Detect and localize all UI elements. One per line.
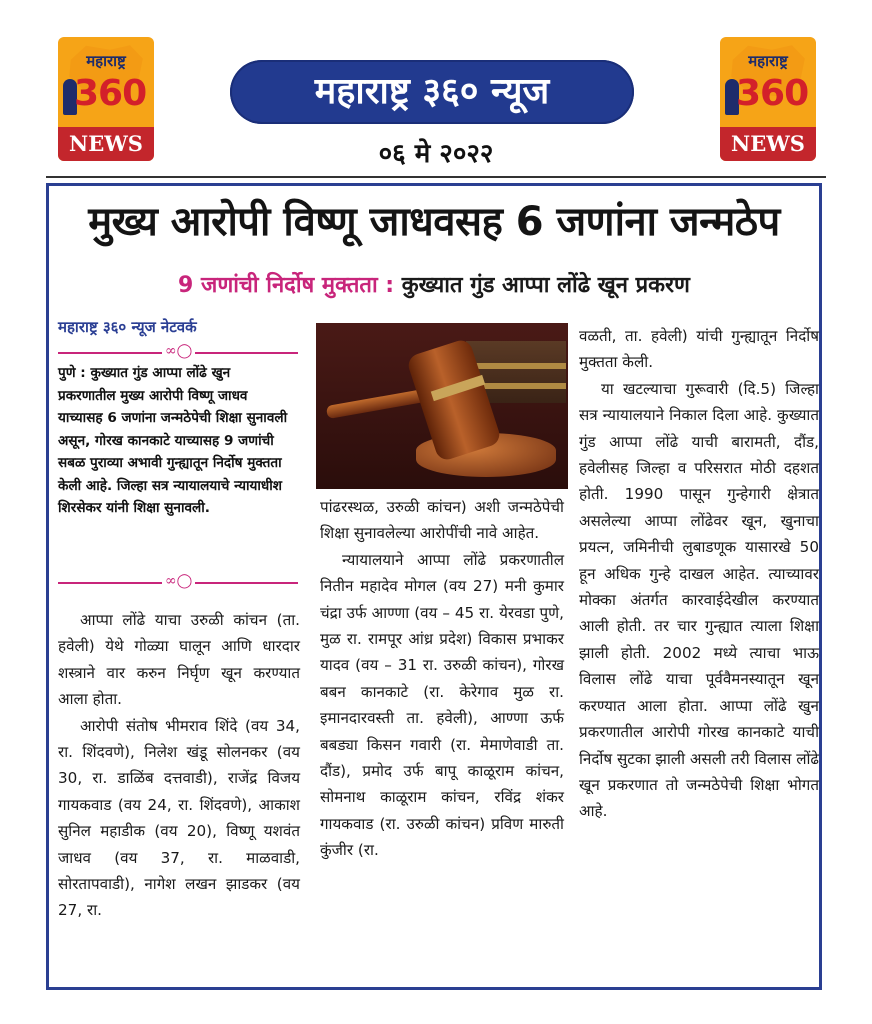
ornament-divider: ∞◯ (58, 346, 298, 360)
logo-number: 360 (74, 73, 147, 114)
article-subhead (49, 269, 819, 299)
logo-number: 360 (736, 73, 809, 114)
article-byline: महाराष्ट्र ३६० न्यूज नेटवर्क (58, 318, 197, 336)
article-headline: मुख्य आरोपी विष्णू जाधवसह 6 जणांना जन्मठेप (88, 199, 780, 245)
logo-news-label: NEWS (720, 127, 816, 161)
publication-date: ०६ मे २०२२ (378, 139, 494, 169)
gavel-photo (316, 323, 568, 489)
masthead-title: महाराष्ट्र ३६० न्यूज (230, 60, 634, 124)
article-column-1 (58, 607, 300, 924)
article-summary: पुणे : कुख्यात गुंड आप्पा लोंढे खुन प्रकरणातील मुख्य आरोपी विष्णू जाधव याच्यासह 6 जणांना जन्मठेपेची शिक्षा सुनावली असून, गोरख कानकाटे याच्यासह 9 जणांची सबळ पुराव्या अभावी गुन्ह्यातून निर्दोष मुक्तता केली आहे. जिल्हा सत्र न्यायालयाचे न्यायाधीश शिरसेकर यांनी शिक्षा सुनावली. (58, 365, 288, 516)
article-column-2 (320, 494, 564, 864)
subhead-highlight: 9 जणांची निर्दोष मुक्तता : (178, 273, 395, 298)
masthead-divider (46, 176, 826, 178)
subhead-rest: कुख्यात गुंड आप्पा लोंढे खून प्रकरण (394, 273, 690, 298)
paragraph: न्यायालयाने आप्पा लोंढे प्रकरणातील नितीन महादेव मोगल (वय 27) मनी कुमार चंद्रा उर्फ आण्णा (वय – 45 रा. येरवडा पुणे, मुळ रा. रामपूर आंध्र प्रदेश) विकास प्रभाकर यादव (वय – 31 रा. उरुळी कांचन), गोरख बबन कानकाटे (रा. केरेगाव मुळ रा. इमानदारवस्ती ता. हवेली), आण्णा ऊर्फ बबड्या किसन गवारी (रा. मेमाणेवाडी ता. दौंड), प्रमोद उर्फ बापू काळूराम कांचन, सोमनाथ काळूराम कांचन, रविंद्र शंकर गायकवाड (रा. उरुळी कांचन) प्रविण मारुती कुंजीर (रा. (320, 550, 564, 860)
paragraph: पांढरस्थळ, उरुळी कांचन) अशी जन्मठेपेची शिक्षा सुनावलेल्या आरोपींची नावे आहेत. (320, 498, 564, 543)
paragraph: या खटल्याचा गुरूवारी (दि.5) जिल्हा सत्र न्यायालयाने निकाल दिला आहे. कुख्यात गुंड आप्पा लोंढे याची बारामती, दौंड, हवेलीसह जिल्हा व परिसरात मोठी दहशत होती. 1990 पासून गुन्हेगारी क्षेत्रात असलेल्या आप्पा लोंढेवर खून, खुनाचा प्रयत्न, जमिनीची लुबाडणूक यासारखे 50 हून अधिक गुन्हे दाखल आहेत. त्याच्यावर मोक्का अंतर्गत कारवाईदेखील करण्यात आली होती. तर चार गुन्ह्यात त्याला शिक्षा झाली होती. 2002 मध्ये त्याचा भाऊ विलास लोंढे याचा पूर्ववैमनस्यातून खून करण्यात आला होता. आप्पा लोंढे खुन प्रकरणातील आरोपी गोरख कानकाटे याची निर्दोष सुटका झाली असली तरी विलास लोंढे खून प्रकरणात तो जन्मठेपेची शिक्षा भोगत आहे. (579, 379, 819, 821)
ornament-divider: ∞◯ (58, 576, 298, 590)
article-column-3 (579, 323, 819, 825)
paragraph: आप्पा लोंढे याचा उरुळी कांचन (ता. हवेली) येथे गोळ्या घालून आणि धारदार शस्त्राने वार करुन निर्घृण खून करण्यात आला होता. (58, 611, 300, 709)
paragraph: आरोपी संतोष भीमराव शिंदे (वय 34, रा. शिंदवणे), निलेश खंडू सोलनकर (वय 30, रा. डाळिंब दत्तवाडी), राजेंद्र विजय गायकवाड (वय 24, रा. शिंदवणे), आकाश सुनिल महाडीक (वय 20), विष्णू यशवंत जाधव (वय 37, रा. माळवाडी, सोरतापवाडी), नागेश लखन झाडकर (वय 27, रा. (58, 716, 300, 920)
article-frame (46, 183, 822, 990)
logo-news-label: NEWS (58, 127, 154, 161)
paragraph: वळती, ता. हवेली) यांची गुन्ह्यातून निर्दोष मुक्तता केली. (579, 327, 819, 372)
logo-top-text: महाराष्ट्र (86, 52, 126, 70)
logo-top-text: महाराष्ट्र (748, 52, 788, 70)
